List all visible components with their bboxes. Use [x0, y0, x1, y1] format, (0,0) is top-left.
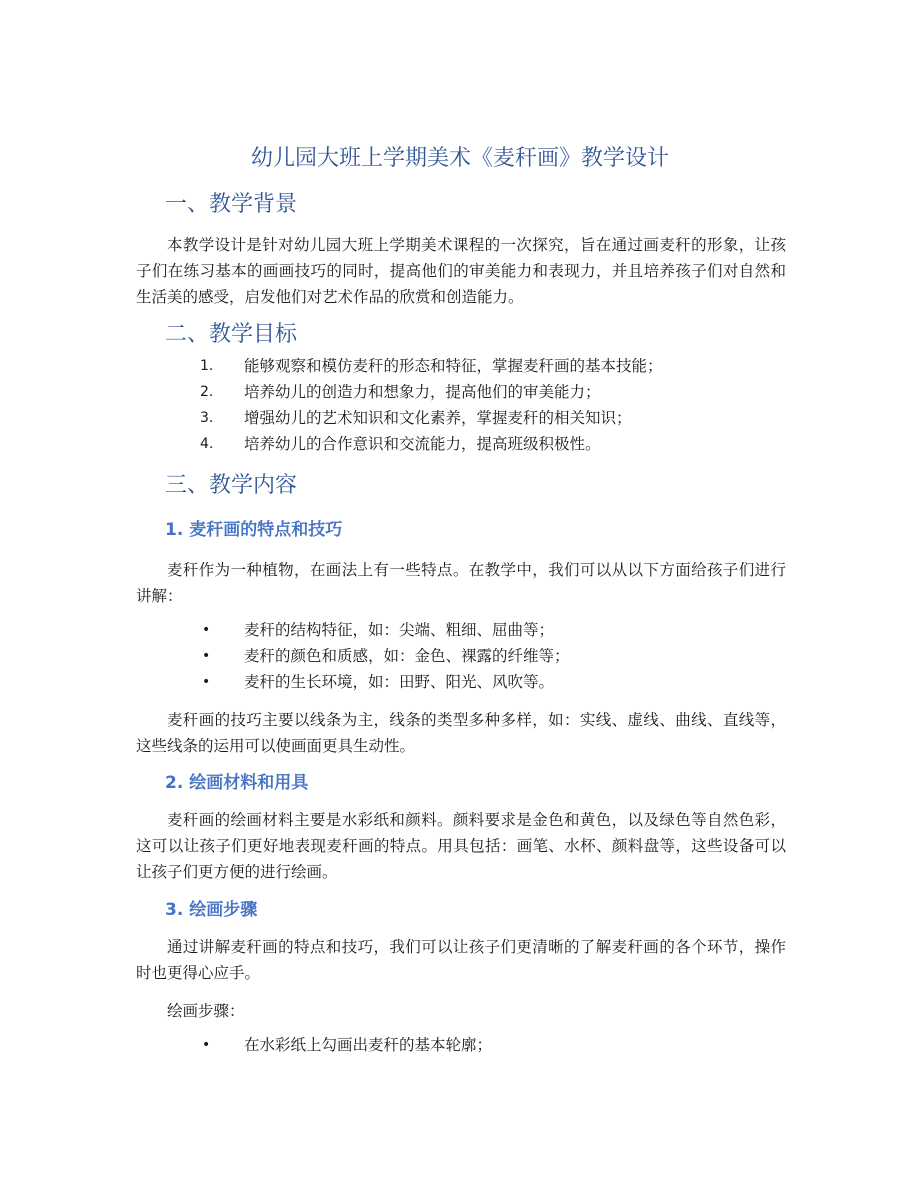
materials-paragraph: 麦秆画的绘画材料主要是水彩纸和颜料。颜料要求是金色和黄色，以及绿色等自然色彩，这可以让孩子们更好地表现麦秆画的特点。用具包括：画笔、水杯、颜料盘等，这些设备可以让孩子们更方便的进行绘画。 — [136, 811, 786, 881]
list-item-text: 麦秆的生长环境，如：田野、阳光、风吹等。 — [244, 673, 555, 691]
list-marker: 1. — [200, 358, 214, 374]
steps-bullet-list — [0, 1032, 920, 1058]
list-item — [0, 379, 920, 405]
list-item — [0, 431, 920, 457]
subsection-heading-steps: 3. 绘画步骤 — [165, 900, 258, 920]
list-item — [0, 1032, 920, 1058]
list-item — [0, 353, 920, 379]
list-item — [0, 643, 920, 669]
bullet-icon: • — [202, 674, 211, 690]
list-item-text: 在水彩纸上勾画出麦秆的基本轮廓； — [244, 1036, 493, 1054]
list-item-text: 能够观察和模仿麦秆的形态和特征，掌握麦秆画的基本技能； — [244, 357, 663, 375]
bullet-icon: • — [202, 648, 211, 664]
features-outro-paragraph: 麦秆画的技巧主要以线条为主，线条的类型多种多样，如：实线、虚线、曲线、直线等，这些线条的运用可以使画面更具生动性。 — [136, 711, 786, 755]
features-bullet-list — [0, 617, 920, 695]
features-intro-paragraph: 麦秆作为一种植物，在画法上有一些特点。在教学中，我们可以从以下方面给孩子们进行讲解： — [136, 561, 786, 605]
section-heading-objectives: 二、教学目标 — [165, 322, 298, 347]
section-heading-content: 三、教学内容 — [165, 473, 298, 498]
steps-paragraph: 通过讲解麦秆画的特点和技巧，我们可以让孩子们更清晰的了解麦秆画的各个环节，操作时也更得心应手。 — [136, 938, 786, 982]
list-item — [0, 405, 920, 431]
list-item-text: 增强幼儿的艺术知识和文化素养，掌握麦秆的相关知识； — [244, 409, 632, 427]
list-marker: 2. — [200, 384, 214, 400]
steps-label: 绘画步骤： — [167, 1002, 245, 1020]
list-marker: 3. — [200, 410, 214, 426]
subsection-heading-features: 1. 麦秆画的特点和技巧 — [165, 520, 343, 540]
document-title: 幼儿园大班上学期美术《麦秆画》教学设计 — [250, 146, 669, 171]
list-item — [0, 669, 920, 695]
list-marker: 4. — [200, 436, 214, 452]
list-item — [0, 617, 920, 643]
section-heading-background: 一、教学背景 — [165, 192, 298, 217]
list-item-text: 麦秆的结构特征，如：尖端、粗细、屈曲等； — [244, 621, 555, 639]
objectives-list — [0, 353, 920, 457]
list-item-text: 培养幼儿的创造力和想象力，提高他们的审美能力； — [244, 383, 601, 401]
bullet-icon: • — [202, 1037, 211, 1053]
bullet-icon: • — [202, 622, 211, 638]
subsection-heading-materials: 2. 绘画材料和用具 — [165, 773, 309, 793]
list-item-text: 麦秆的颜色和质感，如：金色、裸露的纤维等； — [244, 647, 570, 665]
background-paragraph: 本教学设计是针对幼儿园大班上学期美术课程的一次探究，旨在通过画麦秆的形象，让孩子们在练习基本的画画技巧的同时，提高他们的审美能力和表现力，并且培养孩子们对自然和生活美的感受，启发他们对艺术作品的欣赏和创造能力。 — [136, 236, 786, 306]
list-item-text: 培养幼儿的合作意识和交流能力，提高班级积极性。 — [244, 435, 601, 453]
